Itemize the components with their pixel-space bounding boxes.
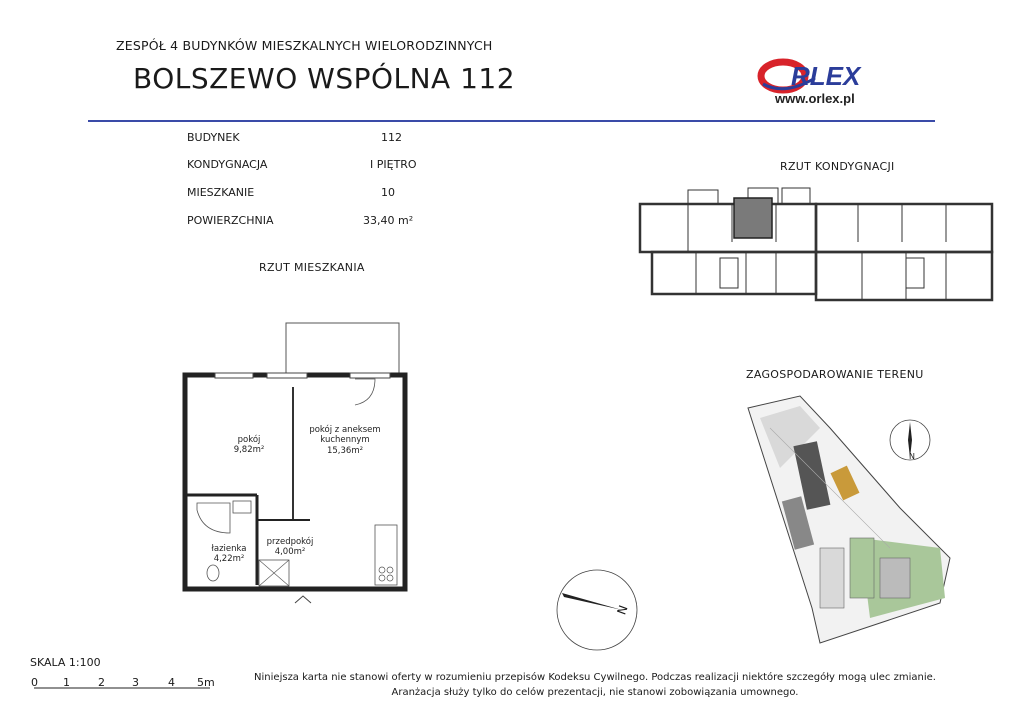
floor-plan-drawing	[636, 182, 1000, 322]
info-label-area: POWIERZCHNIA	[187, 214, 274, 227]
hall-name: przedpokój	[266, 537, 314, 547]
info-value-floor: I PIĘTRO	[370, 158, 417, 171]
hall-area: 4,00m²	[274, 547, 306, 557]
bathroom-area: 4,22m²	[213, 554, 245, 564]
project-title: BOLSZEWO WSPÓLNA 112	[133, 62, 516, 95]
apartment-plan-heading: RZUT MIESZKANIA	[259, 261, 365, 274]
room2-name-cont: kuchennym	[320, 435, 370, 445]
scale-tick-5: 5m	[197, 676, 215, 689]
highlighted-apartment	[734, 198, 772, 238]
logo-url: www.orlex.pl	[775, 91, 855, 106]
apartment-plan-drawing	[175, 315, 415, 610]
site-plan-heading: ZAGOSPODAROWANIE TERENU	[746, 368, 924, 381]
room1-area: 9,82m²	[233, 445, 265, 455]
info-label-floor: KONDYGNACJA	[187, 158, 268, 171]
room1-name: pokój	[237, 435, 261, 445]
room2-area: 15,36m²	[326, 446, 364, 456]
disclaimer-line-2: Aranżacja służy tylko do celów prezentacji, nie stanowi zobowiązania umownego.	[391, 686, 799, 698]
scale-tick-0: 0	[31, 676, 38, 689]
room2-name: pokój z aneksem	[309, 425, 381, 435]
info-value-building: 112	[381, 131, 402, 144]
site-plan-drawing	[740, 388, 1005, 648]
info-label-building: BUDYNEK	[187, 131, 240, 144]
disclaimer-line-1: Niniejsza karta nie stanowi oferty w rozumieniu przepisów Kodeksu Cywilnego. Podczas realizacji niektóre szczegóły mogą ulec zmianie.	[254, 672, 936, 683]
info-label-apartment: MIESZKANIE	[187, 186, 255, 199]
project-subtitle: ZESPÓŁ 4 BUDYNKÓW MIESZKALNYCH WIELORODZINNYCH	[116, 38, 493, 53]
scale-tick-1: 1	[63, 676, 70, 689]
info-value-area: 33,40 m²	[363, 214, 414, 227]
bathroom-name: łazienka	[211, 544, 247, 554]
north-label-plan: N	[614, 603, 631, 617]
disclaimer	[245, 671, 945, 700]
info-value-apartment: 10	[381, 186, 395, 199]
header-rule	[88, 120, 935, 122]
north-label-site: N	[909, 452, 915, 461]
scale-tick-3: 3	[132, 676, 139, 689]
scale-tick-2: 2	[98, 676, 105, 689]
svg-text:RLEX: RLEX	[791, 61, 861, 91]
scale-label: SKALA 1:100	[30, 656, 101, 669]
floor-plan-heading: RZUT KONDYGNACJI	[780, 160, 895, 173]
scale-tick-4: 4	[168, 676, 175, 689]
